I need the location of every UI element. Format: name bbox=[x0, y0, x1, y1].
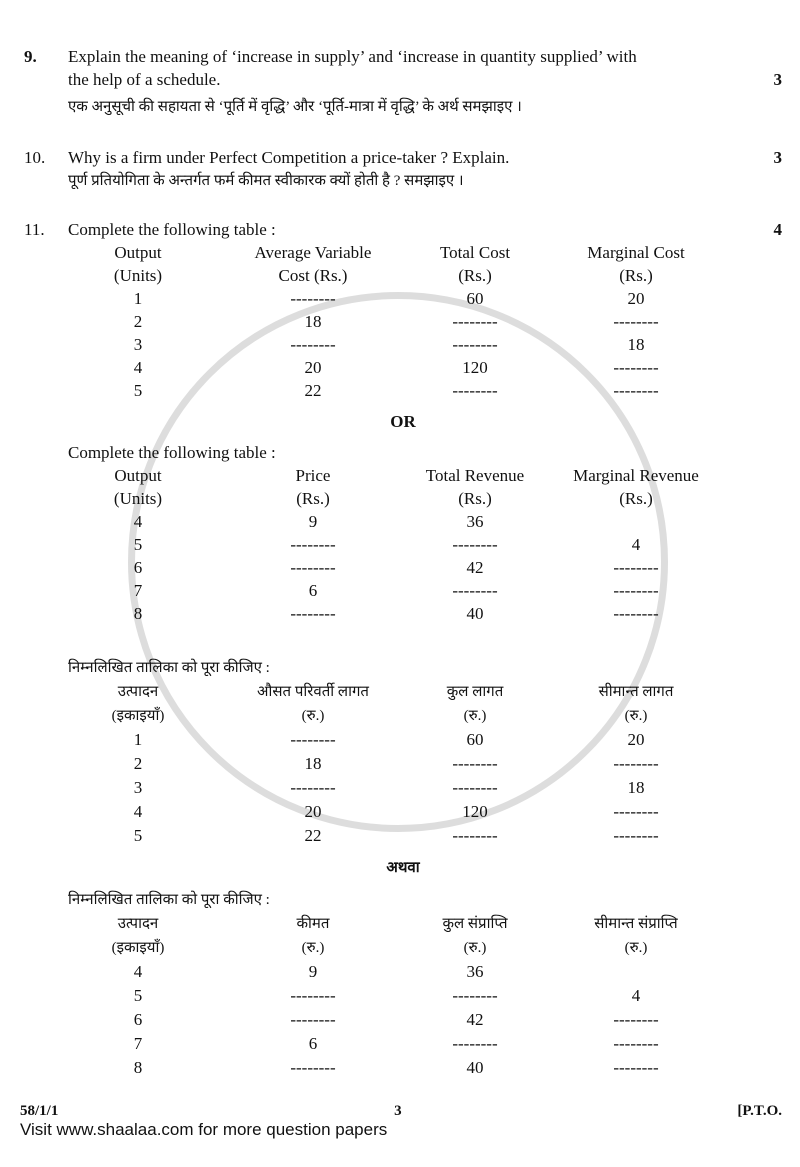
column-header: (रु.) bbox=[301, 708, 325, 724]
table-heading: निम्नलिखित तालिका को पूरा कीजिए : bbox=[68, 660, 270, 676]
table-row bbox=[58, 728, 730, 752]
table-cell: 20 bbox=[627, 730, 645, 749]
header-row bbox=[58, 936, 730, 960]
table-row bbox=[58, 287, 730, 310]
table-4 bbox=[58, 912, 730, 1080]
table-cell: -------- bbox=[613, 381, 659, 400]
table-row bbox=[58, 1032, 730, 1056]
table-row bbox=[58, 533, 730, 556]
table-cell: 4 bbox=[133, 962, 143, 981]
column-header: Cost (Rs.) bbox=[278, 266, 348, 285]
table-heading: Complete the following table : bbox=[68, 443, 276, 462]
header-row bbox=[58, 464, 730, 487]
table-cell: -------- bbox=[452, 581, 498, 600]
table-cell: 60 bbox=[466, 730, 484, 749]
column-header: Marginal Cost bbox=[587, 243, 685, 262]
column-header: कुल संप्राप्ति bbox=[442, 916, 508, 932]
or-label: OR bbox=[390, 412, 416, 431]
table-cell: -------- bbox=[613, 1010, 659, 1029]
table-cell: -------- bbox=[613, 604, 659, 623]
table-cell: 22 bbox=[304, 826, 322, 845]
column-header: Average Variable bbox=[254, 243, 372, 262]
table-cell: 40 bbox=[466, 1058, 484, 1077]
table-3 bbox=[58, 680, 730, 848]
table-cell: 2 bbox=[133, 312, 143, 331]
table-row bbox=[58, 824, 730, 848]
table-heading: निम्नलिखित तालिका को पूरा कीजिए : bbox=[68, 892, 270, 908]
table-cell: -------- bbox=[290, 730, 336, 749]
table-cell: -------- bbox=[290, 986, 336, 1005]
column-header: (रु.) bbox=[624, 940, 648, 956]
table-1 bbox=[58, 241, 730, 402]
table-cell: -------- bbox=[290, 558, 336, 577]
table-cell: -------- bbox=[452, 986, 498, 1005]
header-row bbox=[58, 241, 730, 264]
table-cell bbox=[542, 960, 730, 984]
table-cell: 3 bbox=[133, 335, 143, 354]
column-header: सीमान्त संप्राप्ति bbox=[594, 916, 678, 932]
page-number: 3 bbox=[394, 1103, 402, 1119]
table-cell: 20 bbox=[304, 358, 322, 377]
marks: 3 bbox=[773, 70, 782, 89]
column-header: औसत परिवर्ती लागत bbox=[257, 684, 369, 700]
column-header: (रु.) bbox=[463, 708, 487, 724]
table-row bbox=[58, 984, 730, 1008]
table-cell: -------- bbox=[290, 1010, 336, 1029]
table-cell: -------- bbox=[613, 1058, 659, 1077]
column-header: उत्पादन bbox=[117, 916, 159, 932]
question-9 bbox=[24, 45, 782, 120]
table-cell: -------- bbox=[452, 754, 498, 773]
table-cell: 18 bbox=[627, 335, 645, 354]
column-header: (रु.) bbox=[463, 940, 487, 956]
table-cell: -------- bbox=[290, 778, 336, 797]
column-header: Price bbox=[295, 466, 331, 485]
table-row bbox=[58, 333, 730, 356]
footer bbox=[20, 1102, 782, 1120]
column-header: (Rs.) bbox=[619, 489, 653, 508]
column-header: सीमान्त लागत bbox=[598, 684, 674, 700]
table-cell: 4 bbox=[631, 986, 641, 1005]
header-row bbox=[58, 264, 730, 287]
table-cell: 8 bbox=[133, 1058, 143, 1077]
question-number: 10. bbox=[24, 148, 46, 167]
question-10 bbox=[24, 146, 782, 194]
question-number: 11. bbox=[24, 220, 45, 239]
table-cell: 3 bbox=[133, 778, 143, 797]
question-text-hindi: एक अनुसूची की सहायता से ‘पूर्ति में वृद्धि’ और ‘पूर्ति-मात्रा में वृद्धि’ के अर्थ समझाइए । bbox=[68, 99, 522, 115]
table-cell: 5 bbox=[133, 986, 143, 1005]
table-cell: 8 bbox=[133, 604, 143, 623]
table-cell: -------- bbox=[452, 381, 498, 400]
table-cell: 2 bbox=[133, 754, 143, 773]
paper-code: 58/1/1 bbox=[20, 1103, 59, 1119]
column-header: Output bbox=[114, 466, 162, 485]
table-cell: 4 bbox=[133, 512, 143, 531]
marks: 3 bbox=[773, 148, 782, 167]
table-cell: 18 bbox=[304, 754, 322, 773]
question-text-block bbox=[68, 146, 752, 194]
table-cell: 18 bbox=[304, 312, 322, 331]
table-row bbox=[58, 356, 730, 379]
header-row bbox=[58, 704, 730, 728]
marks: 4 bbox=[773, 220, 782, 239]
table-cell: 5 bbox=[133, 826, 143, 845]
column-header: (इकाइयाँ) bbox=[111, 940, 165, 956]
table-cell: 1 bbox=[133, 289, 143, 308]
table-cell: 4 bbox=[133, 802, 143, 821]
table-row bbox=[58, 602, 730, 625]
header-row bbox=[58, 912, 730, 936]
table-cell: 20 bbox=[304, 802, 322, 821]
table-cell: 42 bbox=[466, 1010, 484, 1029]
table-cell: 120 bbox=[462, 802, 488, 821]
table-cell: -------- bbox=[613, 1034, 659, 1053]
table-cell: -------- bbox=[452, 826, 498, 845]
shaalaa-link[interactable]: Visit www.shaalaa.com for more question papers bbox=[20, 1120, 388, 1139]
table-row bbox=[58, 579, 730, 602]
table-cell: -------- bbox=[452, 312, 498, 331]
column-header: (इकाइयाँ) bbox=[111, 708, 165, 724]
table-cell: 6 bbox=[133, 558, 143, 577]
table-cell: 7 bbox=[133, 1034, 143, 1053]
question-text-block bbox=[68, 45, 752, 120]
table-cell: -------- bbox=[613, 312, 659, 331]
table-cell: 40 bbox=[466, 604, 484, 623]
question-text: Why is a firm under Perfect Competition a price-taker ? Explain. bbox=[68, 148, 510, 167]
table-cell: 4 bbox=[133, 358, 143, 377]
table-cell: 42 bbox=[466, 558, 484, 577]
table-cell: -------- bbox=[613, 581, 659, 600]
table-cell: 9 bbox=[308, 512, 318, 531]
table-cell: 9 bbox=[308, 962, 318, 981]
table-cell bbox=[542, 510, 730, 533]
table-2 bbox=[58, 464, 730, 625]
question-text-hindi: पूर्ण प्रतियोगिता के अन्तर्गत फर्म कीमत स्वीकारक क्यों होती है ? समझाइए । bbox=[68, 173, 464, 189]
pto-label: [P.T.O. bbox=[737, 1103, 782, 1119]
table-cell: -------- bbox=[290, 335, 336, 354]
table-cell: 6 bbox=[133, 1010, 143, 1029]
table-cell: 120 bbox=[462, 358, 488, 377]
table-cell: -------- bbox=[290, 535, 336, 554]
column-header: कुल लागत bbox=[446, 684, 504, 700]
column-header: Total Revenue bbox=[425, 466, 525, 485]
table-cell: -------- bbox=[452, 335, 498, 354]
table-row bbox=[58, 510, 730, 533]
table-cell: -------- bbox=[290, 1058, 336, 1077]
question-number: 9. bbox=[24, 47, 37, 66]
table-row bbox=[58, 752, 730, 776]
question-text: Explain the meaning of ‘increase in supply’ and ‘increase in quantity supplied’ with bbox=[68, 47, 637, 66]
column-header: (Rs.) bbox=[458, 266, 492, 285]
table-cell: -------- bbox=[452, 778, 498, 797]
table-row bbox=[58, 556, 730, 579]
table-cell: 18 bbox=[627, 778, 645, 797]
table-cell: 60 bbox=[466, 289, 484, 308]
table-cell: -------- bbox=[290, 289, 336, 308]
table-cell: 6 bbox=[308, 1034, 318, 1053]
column-header: उत्पादन bbox=[117, 684, 159, 700]
or-label-hindi: अथवा bbox=[386, 860, 420, 876]
table-cell: 7 bbox=[133, 581, 143, 600]
table-cell: 6 bbox=[308, 581, 318, 600]
question-11 bbox=[24, 218, 782, 1080]
table-cell: -------- bbox=[452, 1034, 498, 1053]
table-cell: -------- bbox=[452, 535, 498, 554]
column-header: (Rs.) bbox=[458, 489, 492, 508]
question-text: the help of a schedule. bbox=[68, 70, 221, 89]
table-cell: 36 bbox=[466, 962, 484, 981]
table-cell: 36 bbox=[466, 512, 484, 531]
table-row bbox=[58, 1008, 730, 1032]
table-cell: 22 bbox=[304, 381, 322, 400]
column-header: (Rs.) bbox=[296, 489, 330, 508]
column-header: Output bbox=[114, 243, 162, 262]
table-heading: Complete the following table : bbox=[68, 220, 276, 239]
column-header: (रु.) bbox=[624, 708, 648, 724]
table-cell: 20 bbox=[627, 289, 645, 308]
column-header: (Rs.) bbox=[619, 266, 653, 285]
table-row bbox=[58, 960, 730, 984]
table-cell: -------- bbox=[613, 358, 659, 377]
column-header: Marginal Revenue bbox=[573, 466, 699, 485]
table-cell: -------- bbox=[613, 802, 659, 821]
table-cell: 5 bbox=[133, 535, 143, 554]
table-row bbox=[58, 310, 730, 333]
column-header: Total Cost bbox=[439, 243, 511, 262]
table-row bbox=[58, 776, 730, 800]
table-cell: 5 bbox=[133, 381, 143, 400]
table-cell: -------- bbox=[290, 604, 336, 623]
table-cell: -------- bbox=[613, 754, 659, 773]
table-cell: 4 bbox=[631, 535, 641, 554]
column-header: (रु.) bbox=[301, 940, 325, 956]
column-header: (Units) bbox=[113, 266, 163, 285]
table-row bbox=[58, 1056, 730, 1080]
table-row bbox=[58, 800, 730, 824]
column-header: (Units) bbox=[113, 489, 163, 508]
table-row bbox=[58, 379, 730, 402]
header-row bbox=[58, 680, 730, 704]
header-row bbox=[58, 487, 730, 510]
table-cell: -------- bbox=[613, 826, 659, 845]
table-cell: 1 bbox=[133, 730, 143, 749]
table-cell: -------- bbox=[613, 558, 659, 577]
column-header: कीमत bbox=[296, 916, 330, 932]
